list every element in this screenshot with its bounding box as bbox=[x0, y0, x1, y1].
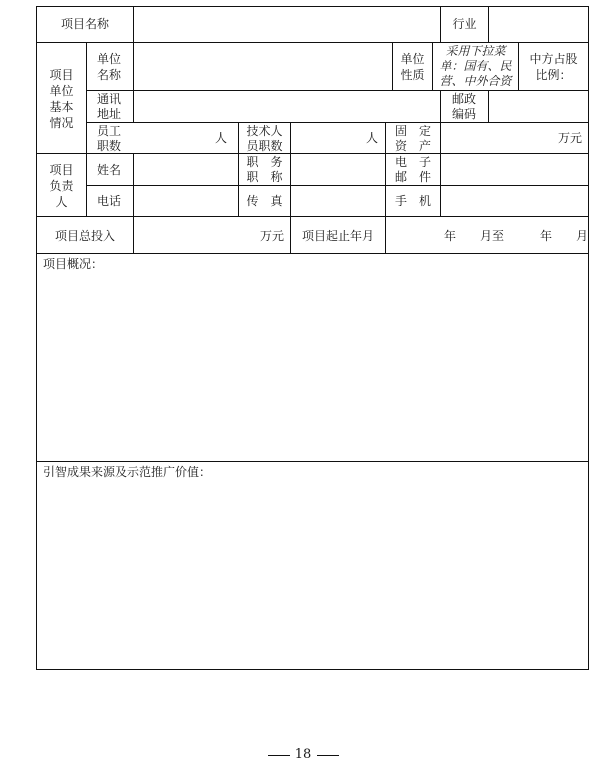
table-rule bbox=[488, 6, 489, 43]
email-label-2: 邮 件 bbox=[394, 170, 431, 184]
project-period-value: 年 月至 年 月 bbox=[444, 229, 589, 243]
table-rule bbox=[86, 42, 87, 217]
unit-info-label-3: 基本 bbox=[49, 100, 74, 114]
project-name-label: 项目名称 bbox=[60, 17, 109, 31]
chinese-share-label-2: 比例： bbox=[535, 68, 572, 82]
mobile-label: 手 机 bbox=[394, 194, 431, 208]
industry-label: 行业 bbox=[452, 17, 477, 31]
unit-info-label-2: 单位 bbox=[49, 84, 74, 98]
staff-label-2: 职数 bbox=[97, 139, 122, 153]
position-label-1: 职 务 bbox=[246, 155, 283, 169]
fax-label: 传 真 bbox=[246, 194, 283, 208]
table-rule bbox=[133, 42, 134, 91]
phone-label: 电话 bbox=[97, 194, 122, 208]
address-label-1: 通讯 bbox=[97, 92, 122, 106]
table-rule bbox=[440, 122, 441, 154]
table-rule bbox=[36, 216, 589, 217]
table-rule bbox=[133, 90, 134, 123]
chinese-share-label-1: 中方占股 bbox=[529, 52, 578, 66]
unit-name-label-1: 单位 bbox=[97, 52, 122, 66]
leader-label-3: 人 bbox=[55, 195, 68, 209]
total-investment-label: 项目总投入 bbox=[54, 229, 115, 243]
unit-name-label-2: 名称 bbox=[97, 68, 122, 82]
unit-info-label-4: 情况 bbox=[49, 116, 74, 130]
table-rule bbox=[290, 122, 291, 154]
unit-nature-hint-1: 采用下拉菜 bbox=[445, 44, 506, 58]
name-label: 姓名 bbox=[97, 163, 122, 177]
table-rule bbox=[36, 42, 589, 43]
postcode-label-1: 邮政 bbox=[452, 92, 477, 106]
staff-label-1: 员工 bbox=[97, 124, 122, 138]
project-period-label: 项目起止年月 bbox=[301, 229, 374, 243]
unit-nature-hint-2: 单：国有、民 bbox=[439, 59, 512, 73]
table-rule bbox=[440, 90, 441, 123]
table-rule bbox=[392, 42, 393, 91]
unit-nature-label-1: 单位 bbox=[400, 52, 425, 66]
unit-info-label-1: 项目 bbox=[49, 68, 74, 82]
table-rule bbox=[36, 669, 589, 670]
tech-staff-unit: 人 bbox=[366, 131, 379, 145]
address-label-2: 地址 bbox=[97, 107, 122, 121]
fixed-assets-label-2: 资 产 bbox=[394, 139, 431, 153]
table-rule bbox=[133, 6, 134, 43]
table-rule bbox=[86, 185, 589, 186]
position-label-2: 职 称 bbox=[246, 170, 283, 184]
source-value-label: 引智成果来源及示范推广价值： bbox=[43, 465, 212, 479]
leader-label-1: 项目 bbox=[49, 163, 74, 177]
postcode-label-2: 编码 bbox=[452, 107, 477, 121]
unit-nature-label-2: 性质 bbox=[400, 68, 425, 82]
table-rule bbox=[36, 461, 589, 462]
tech-staff-label-2: 员职数 bbox=[246, 139, 283, 153]
email-label-1: 电 子 bbox=[394, 155, 431, 169]
table-rule bbox=[488, 90, 489, 123]
table-rule bbox=[440, 153, 441, 217]
table-rule bbox=[36, 153, 589, 154]
table-rule bbox=[86, 122, 589, 123]
total-investment-unit: 万元 bbox=[259, 229, 284, 243]
footer-dash-right bbox=[317, 755, 339, 756]
table-rule bbox=[385, 216, 386, 254]
fixed-assets-label-1: 固 定 bbox=[394, 124, 431, 138]
table-rule bbox=[133, 153, 134, 217]
table-rule bbox=[36, 253, 589, 254]
tech-staff-label-1: 技术人 bbox=[246, 124, 283, 138]
footer-dash-left bbox=[268, 755, 290, 756]
table-rule bbox=[518, 42, 519, 91]
page-number: 18 bbox=[294, 747, 312, 762]
leader-label-2: 负责 bbox=[49, 179, 74, 193]
project-overview-label: 项目概况： bbox=[43, 257, 104, 271]
fixed-assets-unit: 万元 bbox=[557, 131, 582, 145]
unit-nature-hint-3: 营、中外合资 bbox=[439, 74, 512, 88]
table-rule bbox=[86, 90, 589, 91]
table-rule bbox=[36, 6, 589, 7]
staff-unit: 人 bbox=[215, 131, 228, 145]
table-rule bbox=[290, 153, 291, 217]
table-rule bbox=[588, 6, 589, 670]
table-rule bbox=[133, 216, 134, 254]
